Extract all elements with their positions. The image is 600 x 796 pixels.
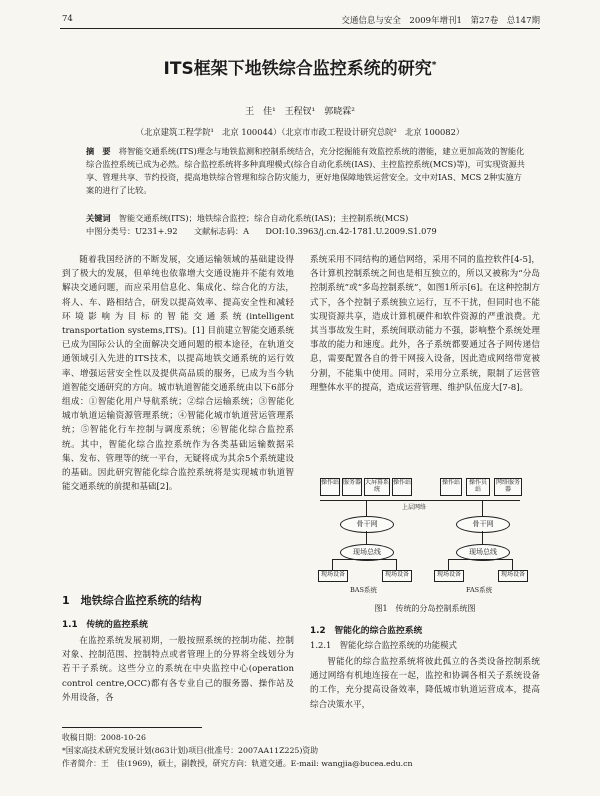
ba-system-label: BAS系统 [350, 586, 377, 594]
fas-box-2: 操作员站 [466, 478, 490, 496]
ba-box-1: 操作站 [320, 478, 340, 496]
footnote-rule [62, 727, 202, 728]
section-1-2-1-heading: 1.2.1 智能化综合监控系统的功能模式 [310, 640, 457, 650]
ba-box-3: 大屏幕系统 [364, 478, 390, 496]
abstract-text: 将智能交通系统(ITS)理念与地铁监测和控制系统结合，充分挖掘能有效监控系统的潜能，建立更加高效的智能化综合监控系统已成为必然。综合监控系统将多种真理模式(综合自动化系统(IAS)、主控监控系统(MCS)等)，可实现资源共享、管理共享、节约投资，提高地铁综合管理和综合防灾能力，更好地保障地铁运营安全。文中对IAS、MCS 2种实施方案的进行了比较。 [86, 146, 525, 195]
keywords-block [86, 212, 528, 225]
fas-field-left: 现场设备 [434, 570, 464, 582]
fas-field-link-l [448, 559, 449, 570]
journal-header: 交通信息与安全 2009年增刊1 第27卷 总147期 [341, 16, 540, 26]
right-paragraph-1: 系统采用不同结构的通信网络，采用不同的监控软件[4-5]，各计算机控制系统之间也是相互独立的，所以又被称为“分岛控制系统”或“多岛控制系统”，如图1所示[6]。在这种控制方式下，各个控制子系统独立运行，互不干扰，但同时也不能实现资源共享，造成计算机硬件和软件资源的严重浪费。尤其当事故发生时，系统间联动能力不强，影响整个系统处理事故的能力和速度。此外，各子系统都要通过各子网传递信息，需要配置各自的骨干网接入设备，因此造成网络带宽被分割，不能集中使用。同时，采用分立系统，限制了运营管理整体水平的提高，造成运营管理、维护队伍庞大[7-8]。 [310, 255, 540, 393]
clc-code: 中图分类号：U231+.92 [86, 226, 178, 236]
keywords-label: 关键词 [86, 213, 111, 223]
section-1-2-1-paragraph: 智能化的综合监控系统将彼此孤立的各类设备控制系统通过网络有机地连接在一起，监控和协调各相关子系统设备的工作，充分提高设备效率，降低城市轨道运营成本，提高综合决策水平， [310, 657, 540, 710]
abstract-block [86, 145, 528, 197]
fas-field-link-r [512, 559, 513, 570]
footnote-received: 收稿日期：2008-10-26 [62, 733, 146, 742]
top-bus-label: 上层网络 [402, 504, 427, 511]
ba-field-link-r [396, 559, 397, 570]
header-rule [60, 28, 540, 29]
footnote-author: 作者简介：王 佳(1969)，硕士，副教授，研究方向：轨道交通。E-mail: wangjia@bucea.edu.cn [62, 759, 413, 768]
ba-backbone: 骨干网 [340, 516, 394, 533]
page-title [0, 54, 600, 79]
fas-field-right: 现场设备 [498, 570, 528, 582]
classification-line [86, 225, 528, 238]
footnote-fund: *国家高技术研究发展计划(863计划)项目(批准号：2007AA11Z225)资助 [62, 746, 319, 755]
fas-fieldbus: 现场总线 [456, 544, 510, 561]
fas-backbone: 骨干网 [456, 516, 510, 533]
authors: 王 佳¹ 王程钗¹ 郭晓霖² [245, 107, 355, 117]
ba-box-4: 操作站 [392, 478, 412, 496]
ba-link-2 [366, 531, 367, 544]
section-1-1-paragraph: 在监控系统发展初期，一般按照系统的控制功能、控制对象、控制范围、控制特点或者管理上的分界将全线划分为若干子系统。这些分立的系统在中央监控中心(operation control centre,OCC)都有各专业自己的服务器、操作站及外用设备，各 [62, 636, 294, 703]
doc-code: 文献标志码：A [193, 226, 249, 236]
fas-box-3: 网络服务器 [494, 478, 522, 496]
page-number: 74 [62, 14, 73, 24]
title-text: ITS框架下地铁综合监控系统的研究 [163, 59, 432, 79]
section-1-2-heading: 1.2 智能化的综合监控系统 [310, 626, 423, 636]
doi: DOI:10.3963/j.cn.42-1781.U.2009.S1.079 [265, 226, 437, 236]
figure-1 [310, 470, 540, 600]
keywords-text: 智能交通系统(ITS)；地铁综合监控；综合自动化系统(IAS)；主控制系统(MCS) [118, 213, 409, 223]
ba-field-link-l [332, 559, 333, 570]
ba-link-1 [366, 501, 367, 516]
ba-field-bar [332, 559, 397, 560]
ba-field-left: 现场设备 [318, 570, 348, 582]
ba-box-2: 服务器 [342, 478, 362, 496]
top-bus [320, 500, 520, 501]
affiliations: （北京建筑工程学院¹ 北京 100044）（北京市市政工程设计研究总院² 北京 100082） [135, 127, 465, 137]
ba-field-right: 现场设备 [382, 570, 412, 582]
section-1-1-heading: 1.1 传统的监控系统 [62, 620, 148, 630]
ba-fieldbus: 现场总线 [340, 544, 394, 561]
figure-caption: 图1 传统的分岛控制系统图 [374, 604, 476, 613]
fas-link-2 [482, 531, 483, 544]
fas-system-label: FAS系统 [466, 586, 493, 594]
fas-link-1 [482, 501, 483, 516]
fas-field-bar [448, 559, 513, 560]
abstract-label: 摘 要 [86, 146, 111, 156]
fas-box-1: 操作站 [440, 478, 462, 496]
title-footnote-mark: * [431, 60, 437, 71]
section-1-heading: 1 地铁综合监控系统的结构 [62, 594, 202, 607]
intro-paragraph: 随着我国经济的不断发展，交通运输领域的基础建设得到了极大的发展，但单纯也依靠增大交通设施并不能有效地解决交通问题，而应采用信息化、集成化、综合化的方法，将人、车、路相结合，研发以提高效率、提高安全性和减轻环境影响为目标的智能交通系统(intelligent transportation systems,ITS)。[1] 目前建立智能交通系统已成为国际公认的全面解决交通问题的根本途径，在轨道交通领域引入先进的ITS技术，以提高地铁交通系统的运行效率、增强运营安全性以及提供高品质的服务，已成为当今轨道智能交通研究的方向。城市轨道智能交通系统由以下6部分组成：①智能化用户导航系统；②综合运输系统；③智能化城市轨道运输资源管理系统；④智能化城市轨道营运管理系统；⑤智能化行车控制与调度系统；⑥智能化综合监控系统。其中，智能化综合监控系统作为各类基础运输数据采集、发布、管理等的统一平台，无疑将成为其余5个系统建设的基础。因此研究智能化综合监控系统将是实现城市轨道智能交通系统的前提和基础[2]。 [62, 255, 294, 493]
